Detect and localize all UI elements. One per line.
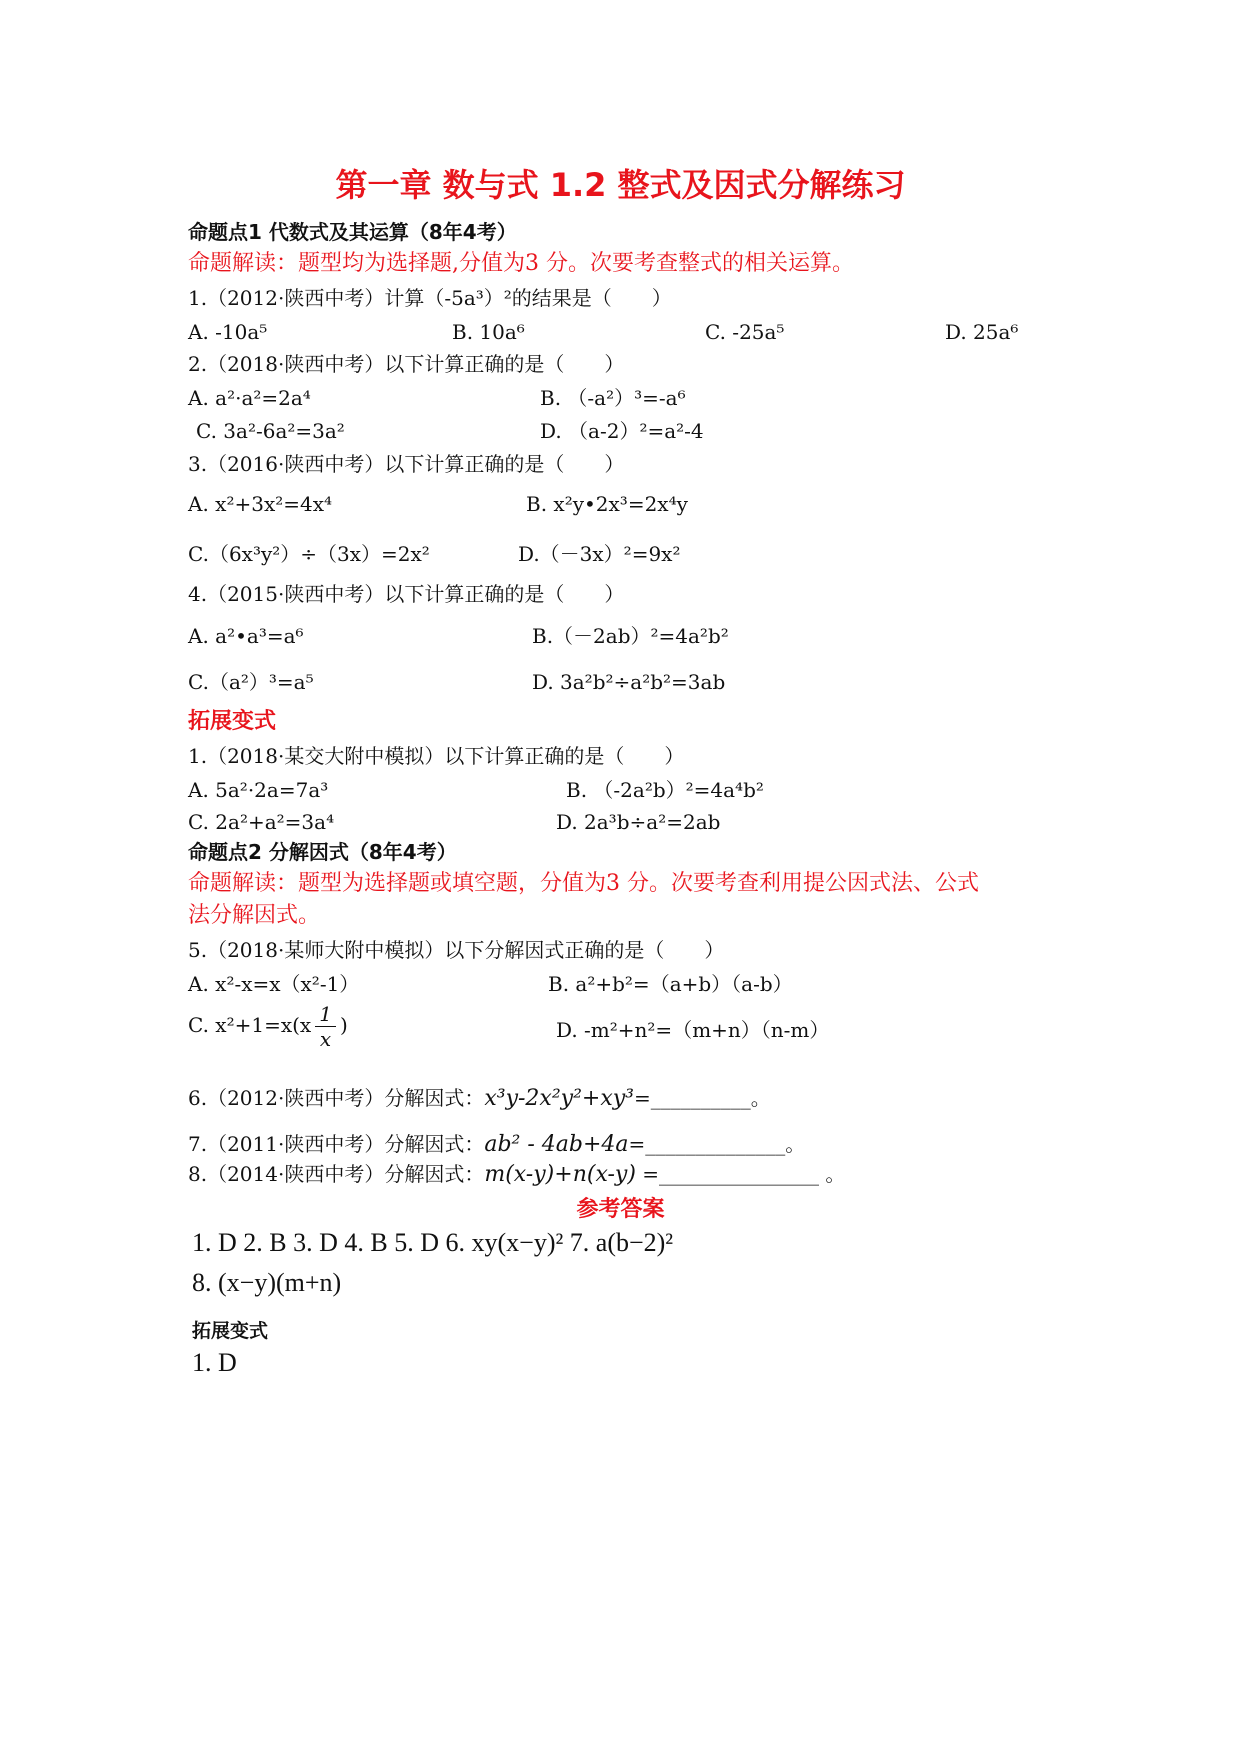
q5-option-a: A. x²-x=x（x²-1） <box>188 972 360 996</box>
fraction-numerator: 1 <box>315 1002 336 1027</box>
q6-blank[interactable]: =__________。 <box>634 1086 771 1110</box>
q3-option-d: D.（－3x）²=9x² <box>518 542 681 566</box>
answers-heading: 参考答案 <box>576 1197 665 1222</box>
section2-note-line2: 法分解因式。 <box>188 903 321 928</box>
q7-stem: 7.（2011·陕西中考）分解因式： <box>188 1132 485 1156</box>
extension-heading: 拓展变式 <box>188 709 277 734</box>
q2-option-d: D. （a-2）²=a²-4 <box>540 419 704 443</box>
q6-stem: 6.（2012·陕西中考）分解因式： <box>188 1086 485 1110</box>
q5-option-c-prefix: C. x²+1=x(x <box>188 1013 312 1037</box>
q1-option-d: D. 25a⁶ <box>945 320 1019 344</box>
section2-heading: 命题点2 分解因式（8年4考） <box>188 840 457 864</box>
page-title: 第一章 数与式 1.2 整式及因式分解练习 <box>335 166 906 204</box>
q3-option-b: B. x²y•2x³=2x⁴y <box>526 492 688 516</box>
q2-option-c: C. 3a²-6a²=3a² <box>196 419 345 443</box>
q3-option-a: A. x²+3x²=4x⁴ <box>188 492 333 516</box>
q2-stem: 2.（2018·陕西中考）以下计算正确的是（ ） <box>188 352 625 376</box>
q5-option-c-suffix: ) <box>339 1013 348 1037</box>
ext-q1-stem: 1.（2018·某交大附中模拟）以下计算正确的是（ ） <box>188 744 685 768</box>
q7-expression: ab² - 4ab+4a <box>484 1132 629 1157</box>
q8-expression: m(x-y)+n(x-y) <box>484 1162 636 1187</box>
q5-stem: 5.（2018·某师大附中模拟）以下分解因式正确的是（ ） <box>188 938 725 962</box>
q5-option-d: D. -m²+n²=（m+n）（n-m） <box>556 1018 830 1042</box>
q6-expression: x³y-2x²y²+xy³ <box>484 1086 634 1111</box>
q7-line <box>188 1130 805 1159</box>
q5-option-b: B. a²+b²=（a+b）（a-b） <box>548 972 793 996</box>
q8-line <box>188 1160 845 1189</box>
section1-note: 命题解读：题型均为选择题,分值为3 分。次要考查整式的相关运算。 <box>188 251 854 276</box>
q1-option-a: A. -10a⁵ <box>188 320 268 344</box>
q1-option-c: C. -25a⁵ <box>705 320 785 344</box>
section2-note-line1: 命题解读：题型为选择题或填空题，分值为3 分。次要考查利用提公因式法、公式 <box>188 871 979 896</box>
q5-option-c-fraction <box>315 1002 336 1051</box>
q3-option-c: C.（6x³y²）÷（3x）=2x² <box>188 542 430 566</box>
q4-option-c: C.（a²）³=a⁵ <box>188 670 314 694</box>
ext-q1-option-c: C. 2a²+a²=3a⁴ <box>188 810 335 834</box>
q1-option-b: B. 10a⁶ <box>452 320 525 344</box>
q8-blank[interactable]: =________________ 。 <box>635 1162 846 1186</box>
ext-q1-option-a: A. 5a²·2a=7a³ <box>188 778 329 802</box>
q1-stem: 1.（2012·陕西中考）计算（-5a³）²的结果是（ ） <box>188 286 672 310</box>
q8-stem: 8.（2014·陕西中考）分解因式： <box>188 1162 485 1186</box>
answers-extension-heading: 拓展变式 <box>192 1320 269 1342</box>
q3-stem: 3.（2016·陕西中考）以下计算正确的是（ ） <box>188 452 625 476</box>
answers-line1: 1. D 2. B 3. D 4. B 5. D 6. xy(x−y)² 7. a(b−2)² <box>192 1228 674 1257</box>
q4-option-a: A. a²•a³=a⁶ <box>188 624 304 648</box>
q7-blank[interactable]: =______________。 <box>628 1132 806 1156</box>
q2-option-a: A. a²·a²=2a⁴ <box>188 386 311 410</box>
section1-heading: 命题点1 代数式及其运算（8年4考） <box>188 220 517 244</box>
q4-option-d: D. 3a²b²÷a²b²=3ab <box>532 670 726 694</box>
answers-line2: 8. (x−y)(m+n) <box>192 1268 342 1297</box>
ext-q1-option-b: B. （-2a²b）²=4a⁴b² <box>566 778 764 802</box>
q4-option-b: B.（－2ab）²=4a²b² <box>532 624 729 648</box>
answers-extension-line: 1. D <box>192 1348 237 1377</box>
ext-q1-option-d: D. 2a³b÷a²=2ab <box>556 810 721 834</box>
q5-option-c <box>188 1002 348 1051</box>
q2-option-b: B. （-a²）³=-a⁶ <box>540 386 686 410</box>
q6-line <box>188 1084 771 1113</box>
fraction-denominator: x <box>319 1027 332 1051</box>
q4-stem: 4.（2015·陕西中考）以下计算正确的是（ ） <box>188 582 625 606</box>
